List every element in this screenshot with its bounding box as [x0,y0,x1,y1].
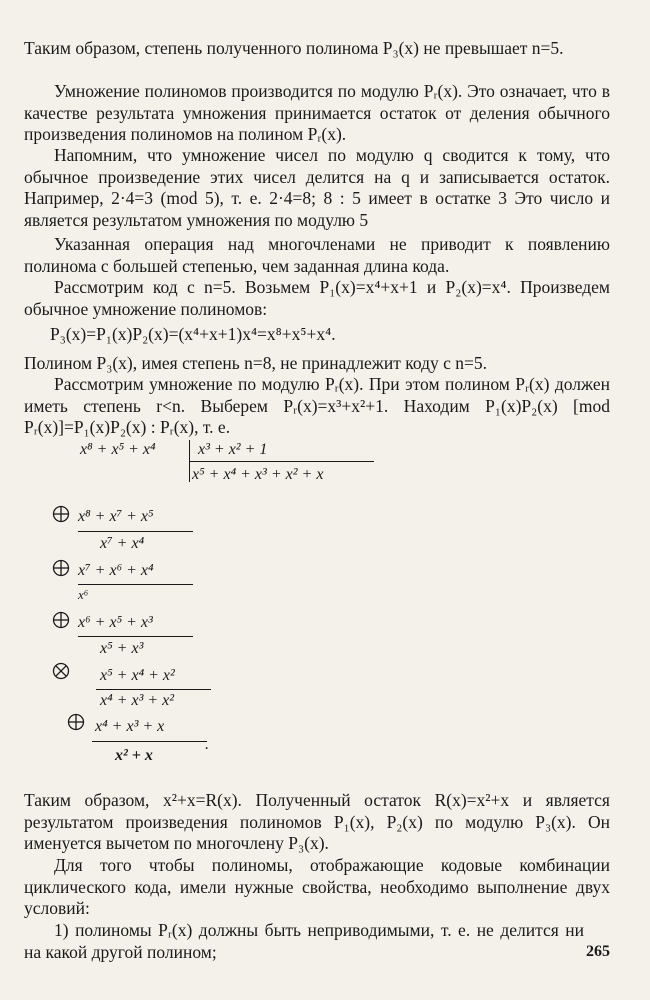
step3-line [78,636,193,637]
paragraph-4: Указанная операция над многочленами не приводит к появлению полинома с большей степенью, чем заданная длина кода. [24,234,610,276]
paragraph-1: Таким образом, степень полученного полинома P₃(x) не превышает n=5. [24,38,564,58]
paragraph-5: Рассмотрим код с n=5. Возьмем P₁(x)=x⁴+x+1 и P₂(x)=x⁴. Произведем обычное умножение полиномов: [24,277,610,319]
end-dot: . [205,736,209,753]
final-remainder: x² + x [115,747,153,764]
paragraph-7: Рассмотрим умножение по модулю Pᵣ(x). При этом полином Pᵣ(x) должен иметь степень r<n. Выберем Pᵣ(x)=x³+x²+1. Находим P₁(x)P₂(x) [mod Pᵣ(x)]=P₁(x)P₂(x) : Pᵣ(x), т. е. [24,374,610,437]
step5-subtrahend: x⁴ + x³ + x [95,718,165,735]
xor-icon [52,559,70,577]
step4-remainder: x⁴ + x³ + x² [100,692,175,709]
step3-subtrahend: x⁶ + x⁵ + x³ [78,614,153,631]
paragraph-6: Полином P₃(x), имея степень n=8, не принадлежит коду с n=5. [24,353,488,373]
paragraph-10: 1) полиномы Pᵣ(x) должны быть неприводимыми, т. е. не делится ни на какой другой полином; [24,920,584,962]
step2-remainder: x⁶ [78,587,89,602]
quotient: x⁵ + x⁴ + x³ + x² + x [192,466,324,483]
dividend: x⁸ + x⁵ + x⁴ [80,441,156,458]
page-number: 265 [586,943,610,960]
paragraph-2: Умножение полиномов производится по модулю Pᵣ(x). Это означает, что в качестве результата умножения принимается остаток от деления обычного произведения полиномов на полином Pᵣ(x). [24,81,610,144]
xor-icon [52,611,70,629]
otimes-icon [52,662,70,680]
equation-product: P₃(x)=P₁(x)P₂(x)=(x⁴+x+1)x⁴=x⁸+x⁵+x⁴. [50,324,336,344]
step1-remainder: x⁷ + x⁴ [100,535,145,552]
divisor: x³ + x² + 1 [198,441,268,458]
step1-line [78,531,193,532]
xor-icon [52,505,70,523]
step2-subtrahend: x⁷ + x⁶ + x⁴ [78,562,154,579]
xor-icon [67,713,85,731]
step4-subtrahend: x⁵ + x⁴ + x² [100,667,175,684]
step2-line [78,584,193,585]
paragraph-9: Для того чтобы полиномы, отображающие кодовые комбинации циклического кода, имели нужные свойства, необходимо выполнение двух условий: [24,855,610,918]
step3-remainder: x⁵ + x³ [100,640,144,657]
divisor-underline [189,461,374,462]
step1-subtrahend: x⁸ + x⁷ + x⁵ [78,508,154,525]
paragraph-3: Напомним, что умножение чисел по модулю q сводится к тому, что обычное произведение этих чисел делится на q и записывается остаток. Например, 2·4=3 (mod 5), т. е. 2·4=8; 8 : 5 имеет в остатке 3 Это число и является результатом умножения по модулю 5 [24,145,610,230]
paragraph-8: Таким образом, x²+x=R(x). Полученный остаток R(x)=x²+x и является результатом произведения полиномов P₁(x), P₂(x) по модулю P₃(x). Он именуется вычетом по многочлену P₃(x). [24,790,610,853]
step5-line [92,741,207,742]
